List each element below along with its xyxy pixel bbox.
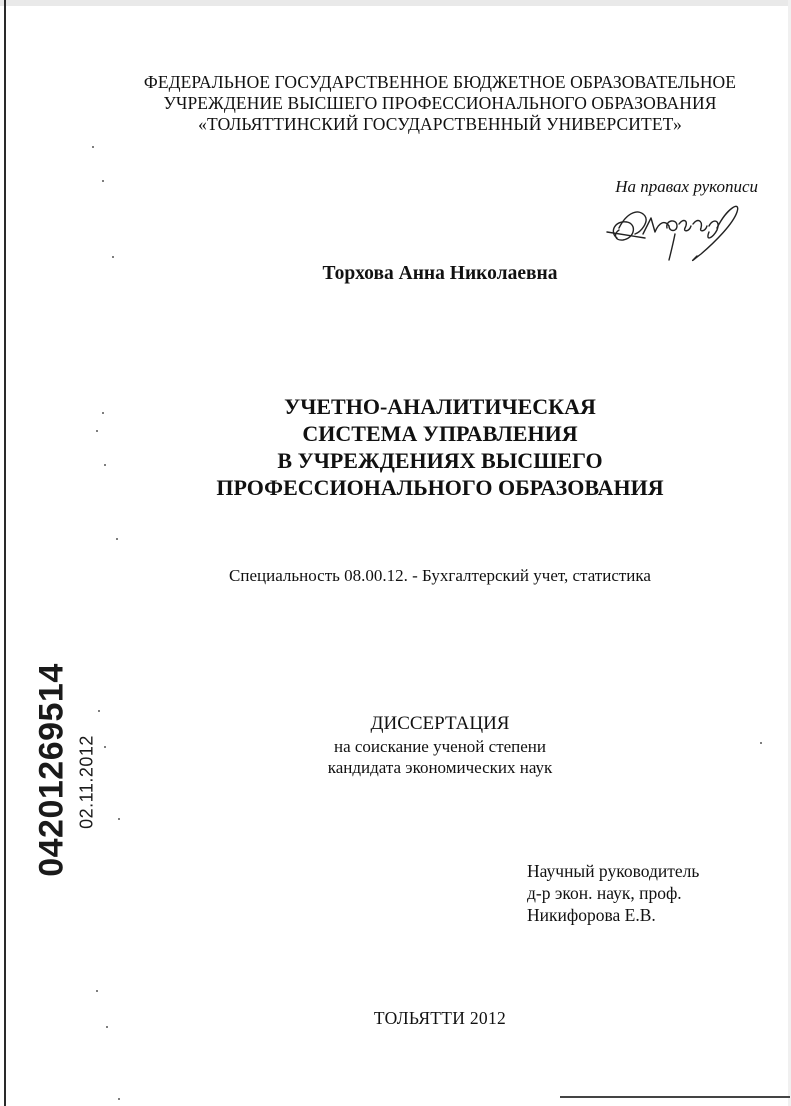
institution-header bbox=[0, 72, 791, 135]
scan-speck bbox=[104, 746, 106, 748]
scan-speck bbox=[102, 412, 104, 414]
supervisor-line: Никифорова Е.В. bbox=[527, 905, 656, 925]
dissertation-heading: ДИССЕРТАЦИЯ bbox=[370, 713, 510, 734]
scan-speck bbox=[118, 818, 120, 820]
dissertation-title bbox=[0, 393, 791, 501]
registration-date-stamp: 02.11.2012 bbox=[76, 735, 97, 829]
specialty: Специальность 08.00.12. - Бухгалтерский учет, статистика bbox=[229, 566, 651, 585]
title-line: СИСТЕМА УПРАВЛЕНИЯ bbox=[302, 421, 578, 446]
dissertation-block bbox=[0, 712, 791, 778]
degree-line: кандидата экономических наук bbox=[327, 758, 553, 777]
rights-note: На правах рукописи bbox=[615, 177, 758, 196]
scan-speck bbox=[92, 146, 94, 148]
scan-speck bbox=[102, 180, 104, 182]
title-line: ПРОФЕССИОНАЛЬНОГО ОБРАЗОВАНИЯ bbox=[216, 475, 664, 500]
registration-number-stamp: 04201269514 bbox=[32, 663, 71, 877]
supervisor-line: Научный руководитель bbox=[527, 861, 700, 881]
scan-speck bbox=[106, 1026, 108, 1028]
scan-speck bbox=[96, 430, 98, 432]
scan-top-edge bbox=[0, 0, 791, 6]
scan-speck bbox=[116, 538, 118, 540]
supervisor-line: д-р экон. наук, проф. bbox=[527, 883, 682, 903]
scan-left-edge bbox=[4, 0, 6, 1106]
title-line: В УЧРЕЖДЕНИЯХ ВЫСШЕГО bbox=[277, 448, 603, 473]
institution-line: ФЕДЕРАЛЬНОЕ ГОСУДАРСТВЕННОЕ БЮДЖЕТНОЕ ОБРАЗОВАТЕЛЬНОЕ bbox=[143, 72, 737, 92]
institution-line: «ТОЛЬЯТТИНСКИЙ ГОСУДАРСТВЕННЫЙ УНИВЕРСИТЕТ» bbox=[198, 114, 682, 134]
scan-speck bbox=[112, 256, 114, 258]
degree-line: на соискание ученой степени bbox=[333, 737, 547, 756]
supervisor-block bbox=[527, 860, 699, 926]
scan-speck bbox=[118, 1098, 120, 1100]
handwritten-signature-icon bbox=[605, 198, 750, 268]
scan-speck bbox=[96, 990, 98, 992]
scan-speck bbox=[98, 710, 100, 712]
author-name: Торхова Анна Николаевна bbox=[322, 263, 558, 284]
scan-bottom-line bbox=[560, 1096, 790, 1098]
city-year: ТОЛЬЯТТИ 2012 bbox=[373, 1008, 507, 1028]
title-line: УЧЕТНО-АНАЛИТИЧЕСКАЯ bbox=[284, 394, 596, 419]
scan-speck bbox=[104, 464, 106, 466]
institution-line: УЧРЕЖДЕНИЕ ВЫСШЕГО ПРОФЕССИОНАЛЬНОГО ОБРАЗОВАНИЯ bbox=[163, 93, 717, 113]
scan-speck bbox=[760, 742, 762, 744]
